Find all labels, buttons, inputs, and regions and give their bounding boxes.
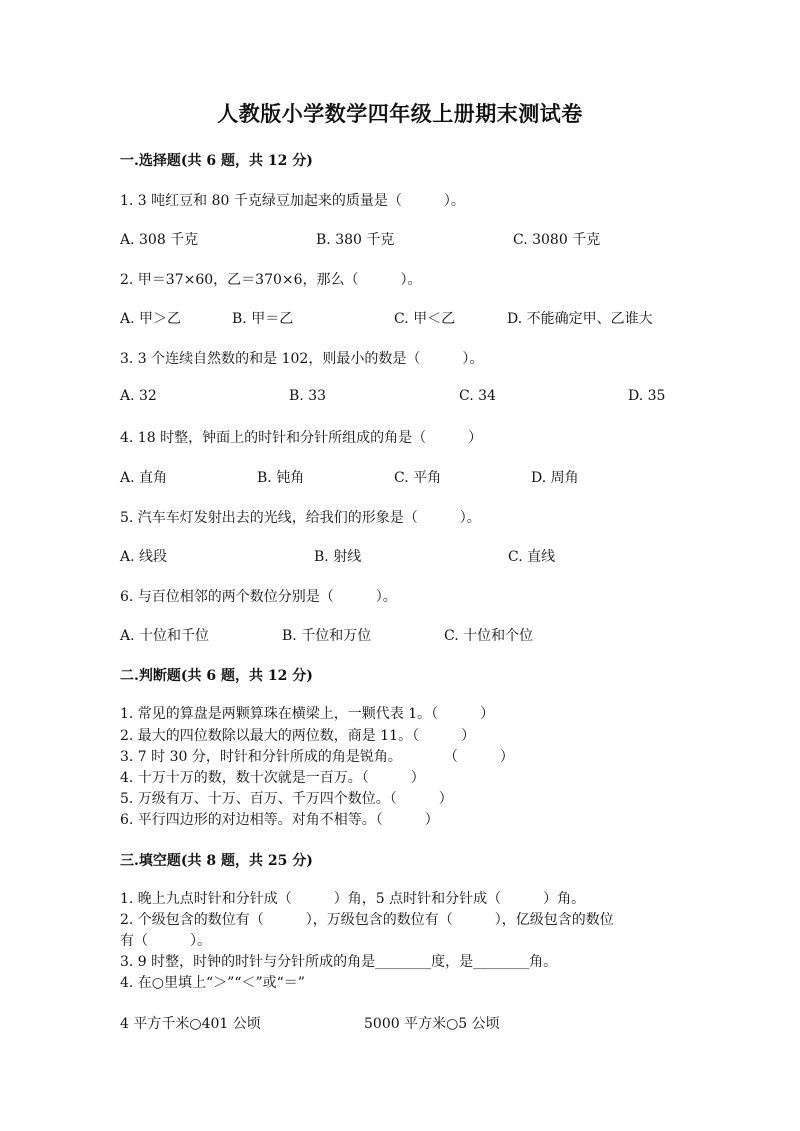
section-heading-choice: 一.选择题(共 6 题，共 12 分) [120, 153, 313, 169]
section-heading-fill-blank: 三.填空题(共 8 题，共 25 分) [120, 853, 313, 869]
option-1a: A. 308 千克 [120, 232, 199, 248]
option-6b: B. 千位和万位 [282, 628, 372, 644]
option-4a: A. 直角 [120, 470, 168, 486]
option-2b: B. 甲＝乙 [232, 311, 294, 327]
fill-item-2-continued: 有（ ）。 [120, 933, 211, 949]
judgement-item-3: 3. 7 时 30 分，时针和分针所成的角是锐角。 （ ） [120, 749, 514, 765]
fill-item-2: 2. 个级包含的数位有（ ），万级包含的数位有（ ），亿级包含的数位 [120, 912, 614, 928]
judgement-item-5: 5. 万级有万、十万、百万、千万四个数位。（ ） [120, 791, 453, 807]
judgement-item-4: 4. 十万十万的数，数十次就是一百万。（ ） [120, 770, 425, 786]
judgement-item-1: 1. 常见的算盘是两颗算珠在横梁上，一颗代表 1。（ ） [120, 706, 495, 722]
option-6a: A. 十位和千位 [120, 628, 210, 644]
option-1c: C. 3080 千克 [513, 232, 601, 248]
option-3b: B. 33 [289, 388, 327, 404]
question-5: 5. 汽车车灯发射出去的光线，给我们的形象是（ ）。 [120, 510, 481, 526]
option-4b: B. 钝角 [257, 470, 305, 486]
option-5c: C. 直线 [508, 549, 556, 565]
option-6c: C. 十位和个位 [444, 628, 534, 644]
option-3d: D. 35 [628, 388, 666, 404]
option-2a: A. 甲＞乙 [120, 311, 182, 327]
option-5a: A. 线段 [120, 549, 168, 565]
option-4c: C. 平角 [394, 470, 442, 486]
question-6: 6. 与百位相邻的两个数位分别是（ ）。 [120, 589, 397, 605]
judgement-item-2: 2. 最大的四位数除以最大的两位数，商是 11。（ ） [120, 728, 476, 744]
option-2d: D. 不能确定甲、乙谁大 [507, 311, 653, 327]
fill-item-1: 1. 晚上九点时针和分针成（ ）角，5 点时针和分针成（ ）角。 [120, 891, 586, 907]
question-2: 2. 甲＝37×60，乙＝370×6，那么（ ）。 [120, 272, 422, 288]
option-1b: B. 380 千克 [316, 232, 395, 248]
question-4: 4. 18 时整，钟面上的时针和分针所组成的角是（ ） [120, 430, 483, 446]
option-4d: D. 周角 [531, 470, 579, 486]
compare-item-1: 4 平方千米○401 公顷 [120, 1016, 261, 1032]
question-3: 3. 3 个连续自然数的和是 102，则最小的数是（ ）。 [120, 351, 484, 367]
option-2c: C. 甲＜乙 [394, 311, 456, 327]
question-1: 1. 3 吨红豆和 80 千克绿豆加起来的质量是（ ）。 [120, 193, 465, 209]
option-3c: C. 34 [459, 388, 496, 404]
section-heading-judgement: 二.判断题(共 6 题，共 12 分) [120, 668, 313, 684]
compare-item-2: 5000 平方米○5 公顷 [364, 1016, 500, 1032]
option-3a: A. 32 [120, 388, 157, 404]
fill-item-3: 3. 9 时整，时钟的时针与分针所成的角是________度，是________角。 [120, 954, 558, 970]
fill-item-4: 4. 在○里填上“＞”“＜”或“＝” [120, 975, 305, 991]
judgement-item-6: 6. 平行四边形的对边相等。对角不相等。（ ） [120, 812, 439, 828]
option-5b: B. 射线 [314, 549, 362, 565]
page-title: 人教版小学数学四年级上册期末测试卷 [217, 101, 583, 126]
